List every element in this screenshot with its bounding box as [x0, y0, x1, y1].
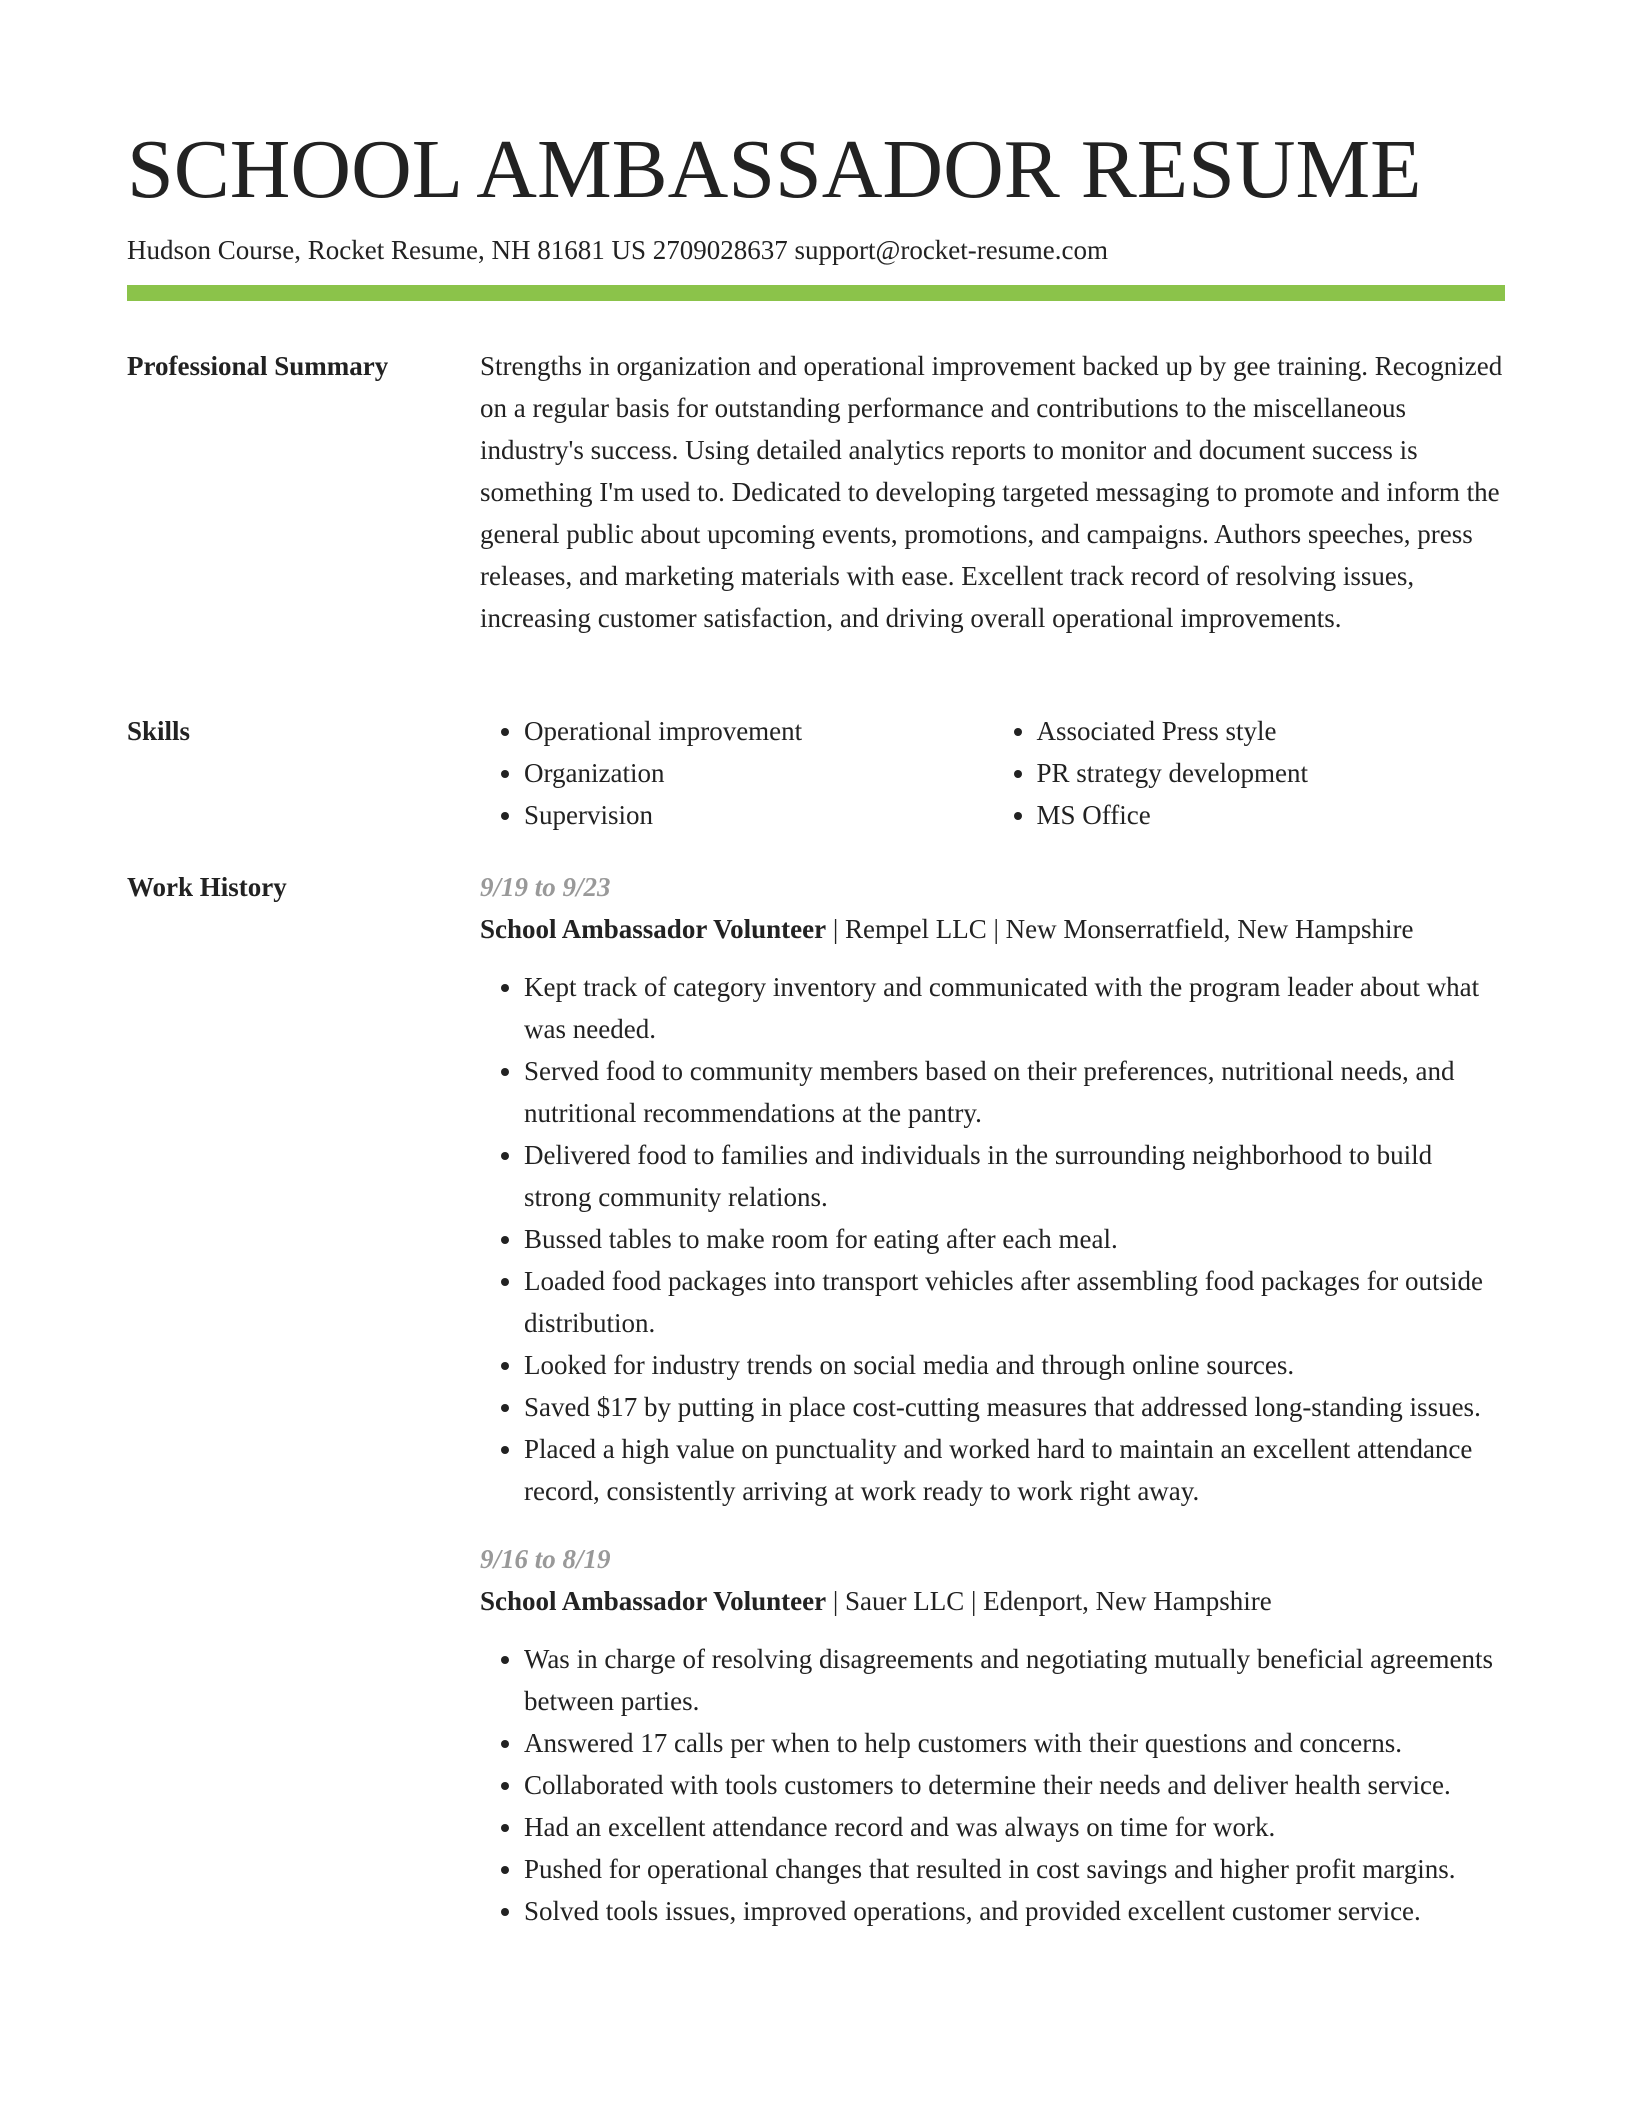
skills-list-right [993, 710, 1506, 836]
job-bullet: • Looked for industry trends on social media and through online sources. [524, 1344, 1505, 1386]
job-bullets [480, 1638, 1505, 1932]
job-entry [480, 1538, 1505, 1932]
job-bullet: • Answered 17 calls per when to help customers with their questions and concerns. [524, 1722, 1505, 1764]
skills-columns [480, 710, 1505, 836]
job-bullet: • Saved $17 by putting in place cost-cutting measures that addressed long-standing issues. [524, 1386, 1505, 1428]
job-dates: 9/16 to 8/19 [480, 1544, 611, 1574]
job-bullet: • Loaded food packages into transport vehicles after assembling food packages for outside distribution. [524, 1260, 1505, 1344]
contact-line: Hudson Course, Rocket Resume, NH 81681 US 2709028637 support@rocket-resume.com [127, 235, 1108, 265]
job-details: | Sauer LLC | Edenport, New Hampshire [826, 1586, 1272, 1616]
skill-item: • PR strategy development [1037, 752, 1506, 794]
skill-item: • Organization [524, 752, 993, 794]
summary-heading: Professional Summary [127, 351, 389, 381]
job-bullets [480, 966, 1505, 1512]
skill-item: • Associated Press style [1037, 710, 1506, 752]
resume-title: SCHOOL AMBASSADOR RESUME [127, 123, 1422, 216]
job-bullet: • Solved tools issues, improved operations, and provided excellent customer service. [524, 1890, 1505, 1932]
skills-list-left [480, 710, 993, 836]
resume-header [127, 120, 1505, 268]
work-body [480, 866, 1505, 1958]
job-bullet: • Delivered food to families and individuals in the surrounding neighborhood to build strong community relations. [524, 1134, 1505, 1218]
skill-item: • Operational improvement [524, 710, 993, 752]
skills-heading: Skills [127, 716, 191, 746]
skill-item: • Supervision [524, 794, 993, 836]
job-bullet: • Bussed tables to make room for eating after each meal. [524, 1218, 1505, 1260]
job-details: | Rempel LLC | New Monserratfield, New Hampshire [826, 914, 1414, 944]
header-divider [127, 285, 1505, 301]
job-dates: 9/19 to 9/23 [480, 872, 611, 902]
job-header [480, 1580, 1505, 1622]
summary-text: Strengths in organization and operational improvement backed up by gee training. Recognized on a regular basis for outstanding performance and contributions to the miscellaneous industry's success. Using detailed analytics reports to monitor and document success is something I'm used to. Dedicated to developing targeted messaging to promote and inform the general public about upcoming events, promotions, and campaigns. Authors speeches, press releases, and marketing materials with ease. Excellent track record of resolving issues, increasing customer satisfaction, and driving overall operational improvements. [480, 351, 1503, 633]
job-bullet: • Kept track of category inventory and communicated with the program leader about what was needed. [524, 966, 1505, 1050]
job-bullet: • Had an excellent attendance record and was always on time for work. [524, 1806, 1505, 1848]
job-header [480, 908, 1505, 950]
job-bullet: • Collaborated with tools customers to determine their needs and deliver health service. [524, 1764, 1505, 1806]
job-bullet: • Placed a high value on punctuality and worked hard to maintain an excellent attendance record, consistently arriving at work ready to work right away. [524, 1428, 1505, 1512]
job-bullet: • Was in charge of resolving disagreements and negotiating mutually beneficial agreements between parties. [524, 1638, 1505, 1722]
job-entry [480, 866, 1505, 1512]
skills-body [480, 710, 1505, 836]
job-bullet: • Pushed for operational changes that resulted in cost savings and higher profit margins. [524, 1848, 1505, 1890]
work-heading: Work History [127, 872, 287, 902]
job-bullet: • Served food to community members based on their preferences, nutritional needs, and nutritional recommendations at the pantry. [524, 1050, 1505, 1134]
job-title: School Ambassador Volunteer [480, 914, 827, 944]
job-title: School Ambassador Volunteer [480, 1586, 827, 1616]
skill-item: • MS Office [1037, 794, 1506, 836]
summary-body [480, 345, 1505, 639]
